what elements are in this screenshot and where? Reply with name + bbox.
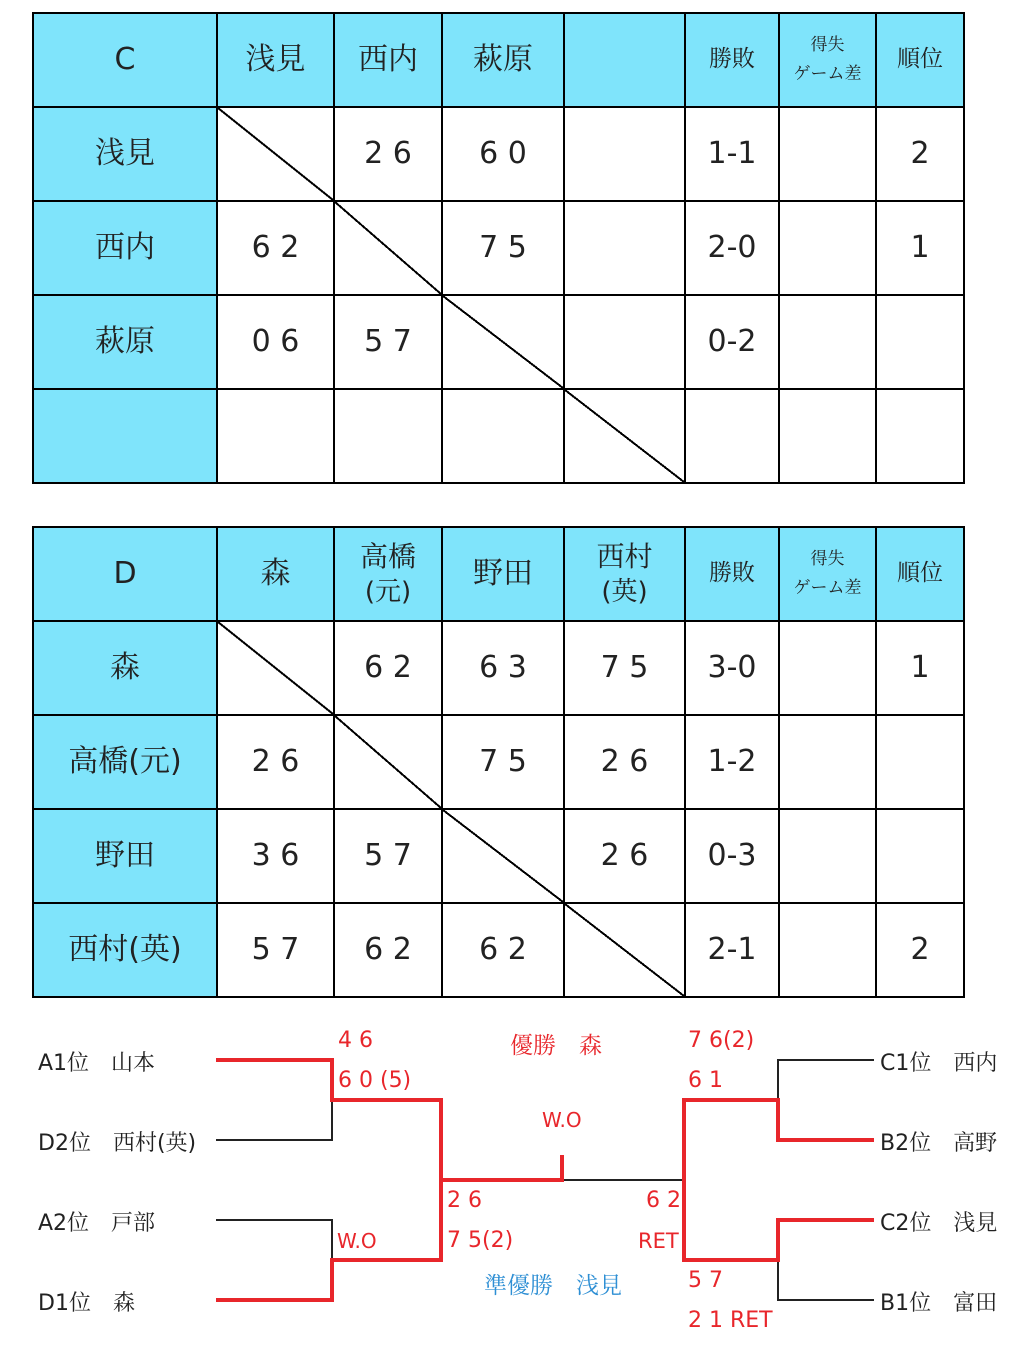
- match-score: 6 2: [646, 1188, 681, 1213]
- row-player: 萩原: [33, 295, 217, 389]
- win-loss-cell: 1-2: [685, 715, 779, 809]
- match-score: W.O: [542, 1108, 582, 1132]
- score-cell: 7 5: [442, 201, 564, 295]
- row-player: 野田: [33, 809, 217, 903]
- game-diff-label-2: ゲーム差: [793, 64, 862, 84]
- game-diff-label-2: ゲーム差: [793, 578, 862, 598]
- match-score: 6 1: [688, 1068, 723, 1093]
- match-score: W.O: [337, 1229, 377, 1253]
- bracket-line: [216, 1220, 332, 1260]
- rank-cell: 1: [876, 201, 964, 295]
- bracket-player: B1位 富田: [880, 1291, 998, 1316]
- column-player-suffix: (英): [601, 577, 648, 608]
- runner-up-label: 準優勝 浅見: [484, 1273, 622, 1299]
- rank-cell: 2: [876, 903, 964, 997]
- bracket-player: A1位 山本: [38, 1051, 156, 1076]
- column-rank: 順位: [876, 527, 964, 621]
- match-score: 7 6(2): [688, 1028, 755, 1053]
- winner-line: [216, 1180, 441, 1300]
- bracket-player: D2位 西村(英): [38, 1131, 197, 1156]
- match-score: 7 5(2): [447, 1228, 514, 1253]
- score-cell: 6 2: [217, 201, 334, 295]
- bracket-line: [778, 1260, 874, 1300]
- bracket-player: B2位 高野: [880, 1131, 998, 1156]
- win-loss-cell: 0-3: [685, 809, 779, 903]
- winner-line: [684, 1100, 874, 1260]
- score-cell: 6 2: [334, 621, 442, 715]
- row-player: 森: [33, 621, 217, 715]
- score-cell: 2 6: [564, 809, 685, 903]
- column-player: 森: [217, 527, 334, 621]
- bracket-player: C1位 西内: [880, 1051, 998, 1076]
- win-loss-cell: 0-2: [685, 295, 779, 389]
- bracket-player: A2位 戸部: [38, 1211, 156, 1236]
- bracket-player: D1位 森: [38, 1291, 135, 1316]
- column-player: 萩原: [442, 13, 564, 107]
- win-loss-cell: 2-1: [685, 903, 779, 997]
- column-player: 浅見: [217, 13, 334, 107]
- column-player-name: 西村: [596, 539, 653, 573]
- score-cell: 7 5: [442, 715, 564, 809]
- game-diff-label-1: 得失: [810, 549, 845, 570]
- score-cell: 2 6: [334, 107, 442, 201]
- score-cell: 6 2: [334, 903, 442, 997]
- match-score: 4 6: [338, 1028, 373, 1053]
- bracket-lines-winner: [216, 1060, 874, 1300]
- score-cell: 6 0: [442, 107, 564, 201]
- rank-cell: 1: [876, 621, 964, 715]
- match-score: 2 6: [447, 1188, 482, 1213]
- bracket-player: C2位 浅見: [880, 1211, 998, 1236]
- bracket-line: [778, 1060, 874, 1100]
- win-loss-cell: 2-0: [685, 201, 779, 295]
- bracket-line: [216, 1100, 332, 1140]
- score-cell: 5 7: [334, 295, 442, 389]
- score-cell: 6 2: [442, 903, 564, 997]
- group-label: C: [33, 13, 217, 107]
- row-player: 西内: [33, 201, 217, 295]
- score-cell: 2 6: [217, 715, 334, 809]
- score-cell: 0 6: [217, 295, 334, 389]
- win-loss-cell: 3-0: [685, 621, 779, 715]
- column-player-name: 高橋: [359, 539, 416, 573]
- match-score: 5 7: [688, 1268, 723, 1293]
- row-player: 西村(英): [33, 903, 217, 997]
- match-score: 2 1 RET: [688, 1308, 773, 1333]
- score-cell: 6 3: [442, 621, 564, 715]
- score-cell: 7 5: [564, 621, 685, 715]
- score-cell: 2 6: [564, 715, 685, 809]
- win-loss-cell: 1-1: [685, 107, 779, 201]
- game-diff-label-1: 得失: [810, 35, 845, 56]
- rank-cell: 2: [876, 107, 964, 201]
- score-cell: 5 7: [217, 903, 334, 997]
- column-win-loss: 勝敗: [685, 13, 779, 107]
- row-player: 浅見: [33, 107, 217, 201]
- row-player: 高橋(元): [33, 715, 217, 809]
- match-score: 6 0 (5): [338, 1068, 412, 1093]
- match-score: RET: [638, 1229, 679, 1253]
- score-cell: 3 6: [217, 809, 334, 903]
- column-rank: 順位: [876, 13, 964, 107]
- champion-label: 優勝 森: [510, 1033, 602, 1059]
- column-player: 野田: [442, 527, 564, 621]
- column-player-suffix: (元): [364, 577, 412, 608]
- group-label: D: [33, 527, 217, 621]
- column-player: 西内: [334, 13, 442, 107]
- column-win-loss: 勝敗: [685, 527, 779, 621]
- score-cell: 5 7: [334, 809, 442, 903]
